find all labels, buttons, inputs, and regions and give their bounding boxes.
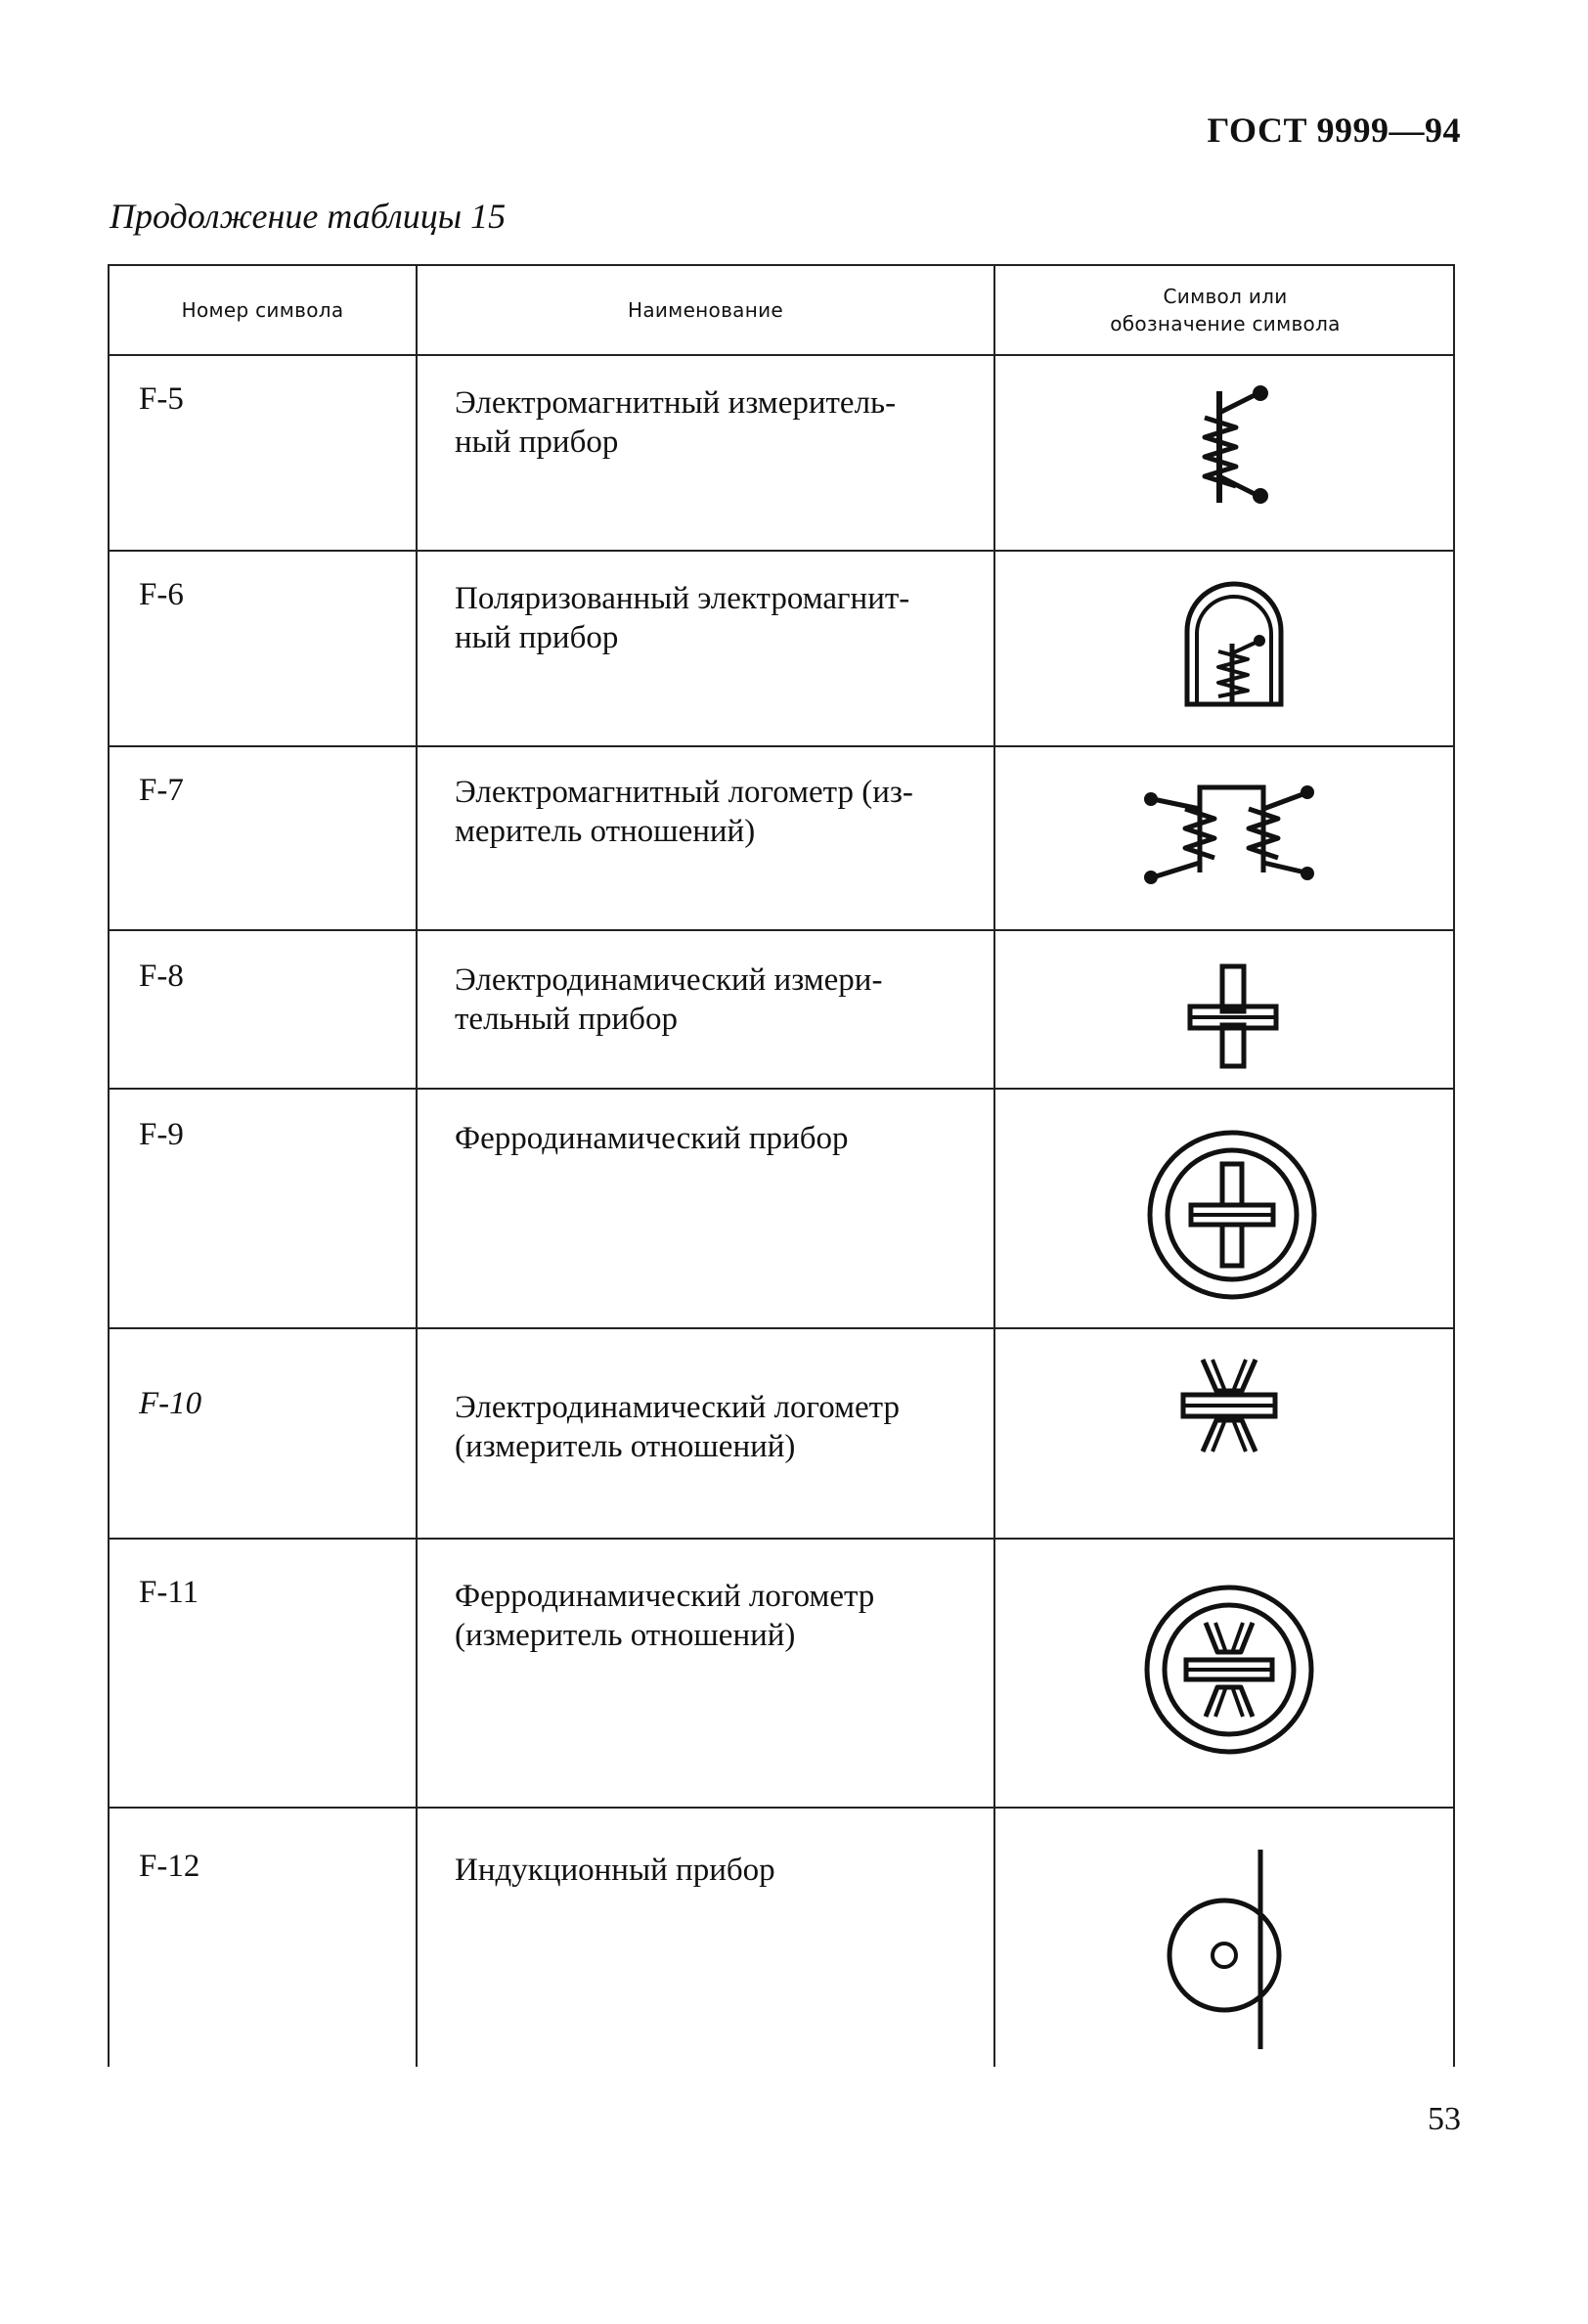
- symbol-name: [455, 1851, 983, 1890]
- symbol-name: [455, 773, 983, 851]
- symbol-name: [455, 1577, 983, 1655]
- row-divider: [110, 1807, 1453, 1809]
- symbol-cell: [1175, 577, 1293, 714]
- symbol-name-line: Электромагнитный логометр (из-: [455, 775, 913, 810]
- symbol-name-line: ный прибор: [455, 425, 619, 460]
- electromagnetic-ratiometer-icon: [1141, 780, 1317, 887]
- symbol-cell: [1144, 1127, 1320, 1303]
- symbol-name-line: Электродинамический логометр: [455, 1390, 900, 1425]
- symbol-number: F-9: [139, 1117, 184, 1152]
- symbol-name-line: Поляризованный электромагнит-: [455, 581, 910, 616]
- symbol-name: [455, 1119, 983, 1158]
- symbol-name-line: меритель отношений): [455, 814, 756, 849]
- row-divider: [110, 354, 1453, 356]
- row-divider: [110, 1088, 1453, 1090]
- symbol-name-line: ный прибор: [455, 620, 619, 655]
- induction-meter-icon: [1146, 1846, 1312, 2051]
- row-divider: [110, 550, 1453, 552]
- symbol-cell: [1180, 962, 1288, 1070]
- symbol-number: F-5: [139, 381, 184, 417]
- row-divider: [110, 745, 1453, 747]
- symbols-table: [108, 264, 1455, 2067]
- row-divider: [110, 1538, 1453, 1540]
- row-divider: [110, 1327, 1453, 1329]
- symbol-name-line: (измеритель отношений): [455, 1429, 796, 1464]
- symbol-name: [455, 579, 983, 657]
- page-number: 53: [1428, 2101, 1461, 2137]
- symbol-name: [455, 1388, 983, 1466]
- polarized-electromagnetic-meter-icon: [1175, 577, 1293, 714]
- document-code: ГОСТ 9999—94: [1207, 111, 1461, 150]
- symbol-cell: [1141, 780, 1317, 887]
- column-header-name: Наименование: [627, 298, 784, 322]
- symbol-cell: [1175, 1352, 1283, 1459]
- symbol-name-line: Ферродинамический прибор: [455, 1121, 849, 1156]
- column-header-symbol-line1: Символ или: [1163, 285, 1288, 308]
- ferrodynamic-meter-icon: [1144, 1127, 1320, 1303]
- symbol-name: [455, 383, 983, 462]
- electrodynamic-ratiometer-icon: [1175, 1352, 1283, 1459]
- symbol-number: F-10: [139, 1386, 202, 1421]
- symbol-name: [455, 961, 983, 1039]
- row-divider: [110, 929, 1453, 931]
- column-header-number: Номер символа: [181, 298, 344, 322]
- column-divider: [416, 266, 418, 2067]
- symbol-name-line: Электродинамический измери-: [455, 962, 883, 998]
- symbol-number: F-12: [139, 1849, 200, 1884]
- symbol-number: F-7: [139, 773, 184, 808]
- symbol-cell: [1175, 383, 1302, 511]
- electrodynamic-meter-icon: [1180, 962, 1288, 1070]
- symbol-name-line: Ферродинамический логометр: [455, 1579, 875, 1614]
- column-header-symbol-line2: обозначение символа: [1110, 312, 1341, 335]
- symbol-name-line: тельный прибор: [455, 1002, 678, 1037]
- electromagnetic-meter-icon: [1175, 383, 1302, 511]
- symbol-cell: [1141, 1582, 1317, 1758]
- symbol-cell: [1146, 1846, 1312, 2051]
- symbol-name-line: (измеритель отношений): [455, 1618, 796, 1653]
- symbol-number: F-6: [139, 577, 184, 612]
- ferrodynamic-ratiometer-icon: [1141, 1582, 1317, 1758]
- symbol-name-line: Индукционный прибор: [455, 1853, 775, 1888]
- symbol-number: F-11: [139, 1575, 199, 1610]
- column-divider: [993, 266, 995, 2067]
- symbol-name-line: Электромагнитный измеритель-: [455, 385, 897, 421]
- table-caption: Продолжение таблицы 15: [110, 197, 507, 236]
- symbol-number: F-8: [139, 959, 184, 994]
- column-header-symbol: [995, 266, 1455, 354]
